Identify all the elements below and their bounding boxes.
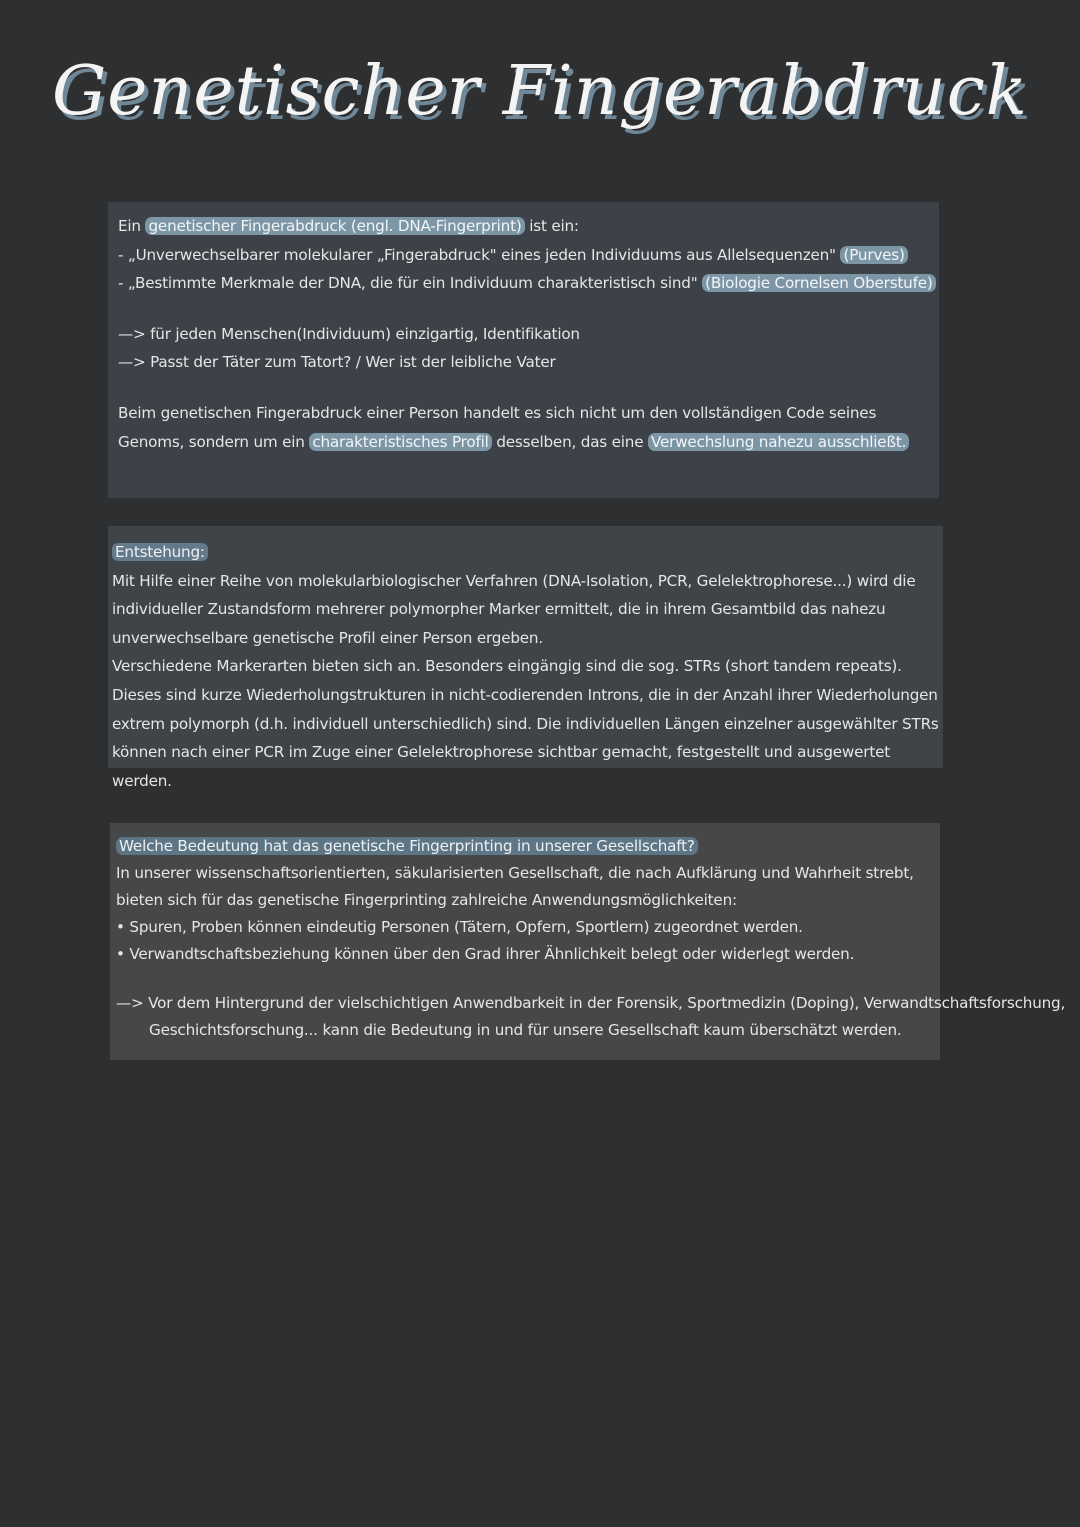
definition-intro [118, 212, 929, 241]
arrow-point-2: —> Passt der Täter zum Tatort? / Wer ist der leibliche Vater [118, 353, 556, 372]
bedeutung-question-line [116, 833, 934, 860]
page-title: Genetischer Fingerabdruck [51, 52, 1028, 131]
term-highlight: genetischer Fingerabdruck (engl. DNA-Fingerprint) [145, 217, 524, 235]
conclusion-line-2: Geschichtsforschung... kann die Bedeutung in und für unsere Gesellschaft kaum überschätzt werden. [149, 1021, 902, 1039]
spacer [118, 298, 929, 320]
arrow-point-1: —> für jeden Menschen(Individuum) einzigartig, Identifikation [118, 324, 580, 343]
intro-suffix: ist ein: [529, 217, 579, 235]
profile-paragraph [118, 399, 929, 456]
bedeutung-question: Welche Bedeutung hat das genetische Fingerprinting in unserer Gesellschaft? [116, 837, 698, 855]
entstehung-paragraph-1: Mit Hilfe einer Reihe von molekularbiologischer Verfahren (DNA-Isolation, PCR, Gelelektrophorese...) wird die individueller Zustandsform mehrerer polymorpher Marker ermittelt, die in ihrem Gesamtbild das nahezu unverwechselbare genetische Profil einer Person ergeben. [112, 571, 916, 647]
intro-prefix: Ein [118, 217, 141, 235]
bullet-item-1: • Spuren, Proben können eindeutig Personen (Tätern, Opfern, Sportlern) zugeordnet werden. [116, 918, 803, 936]
profile-highlight-1: charakteristisches Profil [309, 433, 491, 451]
profile-text-mid: desselben, das eine [496, 432, 644, 451]
conclusion-line-1: —> Vor dem Hintergrund der vielschichtigen Anwendbarkeit in der Forensik, Sportmedizin (Doping), Verwandtschaftsforschung, [116, 994, 1066, 1012]
profile-text-start: Beim genetischen Fingerabdruck einer Person handelt es sich nicht um den vollständigen Code seines Genoms, sondern um ein [118, 403, 877, 451]
entstehung-paragraph-2: Verschiedene Markerarten bieten sich an. Besonders eingängig sind die sog. STRs (short tandem repeats). Dieses sind kurze Wiederholungstrukturen in nicht-codierenden Introns, die in der Anzahl ihrer Wiederholungen extrem polymorph (d.h. individuell unterschiedlich) sind. Die individuellen Längen einzelner ausgewählter STRs können nach einer PCR im Zuge einer Gelelektrophorese sichtbar gemacht, festgestellt und ausgewertet werden. [112, 657, 939, 790]
spacer [116, 968, 934, 990]
definition-quote-2 [118, 269, 933, 298]
bedeutung-paragraph: In unserer wissenschaftsorientierten, säkularisierten Gesellschaft, die nach Aufklärung und Wahrheit strebt, bieten sich für das genetische Fingerprinting zahlreiche Anwendungsmöglichkeiten: [116, 864, 914, 909]
quote-2-text: - „Bestimmte Merkmale der DNA, die für ein Individuum charakteristisch sind" [118, 274, 698, 293]
entstehung-heading: Entstehung: [112, 543, 208, 561]
entstehung-heading-line [112, 538, 939, 567]
entstehung-box [108, 526, 943, 790]
quote-1-source: (Purves) [840, 246, 907, 264]
definition-box [108, 202, 939, 498]
bullet-item-2: • Verwandtschaftsbeziehung können über den Grad ihrer Ähnlichkeit belegt oder widerlegt werden. [116, 945, 855, 963]
spacer [118, 377, 929, 399]
quote-1-text: - „Unverwechselbarer molekularer „Fingerabdruck" eines jeden Individuums aus Allelsequenzen" [118, 245, 836, 264]
bedeutung-box [110, 823, 1066, 1060]
profile-highlight-2: Verwechslung nahezu ausschließt. [648, 433, 909, 451]
quote-2-source: (Biologie Cornelsen Oberstufe) [702, 274, 935, 292]
definition-quote-1 [118, 241, 929, 270]
